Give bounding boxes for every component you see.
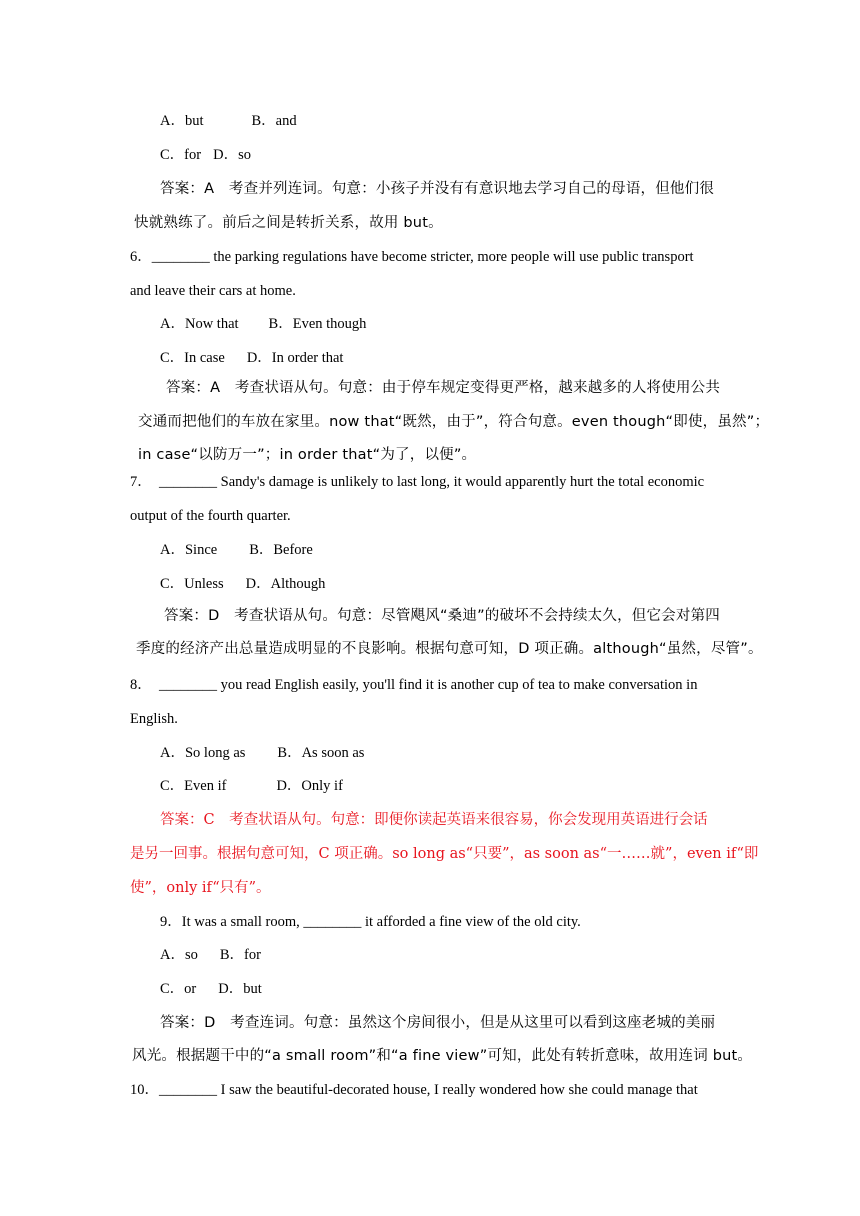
q8-answer-line3: 使”，only if“只有”。: [130, 880, 271, 896]
q6-option-c: C．In case: [160, 350, 225, 366]
q8-answer-line2: 是另一回事。根据句意可知，C 项正确。so long as“只要”，as soon as“一……就”，even if“即: [130, 846, 759, 862]
q7-option-c: C．Unless: [160, 576, 224, 592]
q8-options-cd: [160, 776, 343, 796]
q8-option-a: A．So long as: [160, 745, 246, 761]
q7-stem-line1: 7． ________ Sandy's damage is unlikely to last long, it would apparently hurt the total economic: [130, 474, 705, 490]
q6-options-cd: [160, 348, 343, 368]
q6-option-b: B．Even though: [268, 316, 367, 332]
q9-options-ab: [160, 945, 261, 965]
q6-stem-line2: and leave their cars at home.: [130, 283, 296, 299]
q6-answer-line3: in case“以防万一”；in order that“为了，以便”。: [138, 447, 477, 463]
q5-option-b: B．and: [251, 113, 297, 129]
q5-option-d: D．so: [213, 147, 251, 163]
q5-options-cd: [160, 145, 251, 165]
q6-answer-line1: 答案：A 考查状语从句。句意：由于停车规定变得更严格，越来越多的人将使用公共: [166, 380, 721, 396]
q9-option-a: A．so: [160, 947, 198, 963]
q7-option-a: A．Since: [160, 542, 218, 558]
q9-stem-line1: 9．It was a small room, ________ it afforded a fine view of the old city.: [160, 914, 581, 930]
q7-option-b: B．Before: [249, 542, 313, 558]
q6-option-d: D．In order that: [246, 350, 344, 366]
q7-options-ab: [160, 540, 313, 560]
q5-answer-line1: 答案：A 考查并列连词。句意：小孩子并没有有意识地去学习自己的母语，但他们很: [160, 181, 715, 197]
q8-stem-line1: 8． ________ you read English easily, you'll find it is another cup of tea to make conversation in: [130, 677, 698, 693]
q8-option-d: D．Only if: [276, 778, 343, 794]
q7-option-d: D．Although: [245, 576, 326, 592]
q8-option-b: B．As soon as: [277, 745, 365, 761]
q8-options-ab: [160, 743, 364, 763]
q9-options-cd: [160, 979, 262, 999]
q9-option-d: D．but: [218, 981, 262, 997]
q7-answer-line1: 答案：D 考查状语从句。句意：尽管飓风“桑迪”的破坏不会持续太久，但它会对第四: [164, 608, 720, 624]
q6-options-ab: [160, 314, 366, 334]
q9-option-b: B．for: [219, 947, 261, 963]
q6-option-a: A．Now that: [160, 316, 239, 332]
q5-option-a: A．but: [160, 113, 204, 129]
q8-stem-line2: English.: [130, 711, 178, 727]
q6-answer-line2: 交通而把他们的车放在家里。now that“既然，由于”，符合句意。even though“即使，虽然”；: [138, 414, 770, 430]
q7-stem-line2: output of the fourth quarter.: [130, 508, 291, 524]
q10-stem-line1: 10．________ I saw the beautiful-decorated house, I really wondered how she could manage that: [130, 1082, 698, 1098]
q7-options-cd: [160, 574, 325, 594]
q5-answer-line2: 快就熟练了。前后之间是转折关系，故用 but。: [134, 215, 443, 231]
q5-option-c: C．for: [160, 147, 202, 163]
q6-stem-line1: 6．________ the parking regulations have become stricter, more people will use public transport: [130, 249, 694, 265]
q9-answer-line2: 风光。根据题干中的“a small room”和“a fine view”可知，此处有转折意味，故用连词 but。: [132, 1048, 753, 1064]
q9-option-c: C．or: [160, 981, 197, 997]
q9-answer-line1: 答案：D 考查连词。句意：虽然这个房间很小，但是从这里可以看到这座老城的美丽: [160, 1015, 716, 1031]
q8-answer-line1: 答案：C 考查状语从句。句意：即便你读起英语来很容易，你会发现用英语进行会话: [160, 812, 708, 828]
q5-options-ab: [160, 111, 297, 131]
q8-option-c: C．Even if: [160, 778, 227, 794]
q7-answer-line2: 季度的经济产出总量造成明显的不良影响。根据句意可知，D 项正确。although“虽然，尽管”。: [136, 641, 763, 657]
